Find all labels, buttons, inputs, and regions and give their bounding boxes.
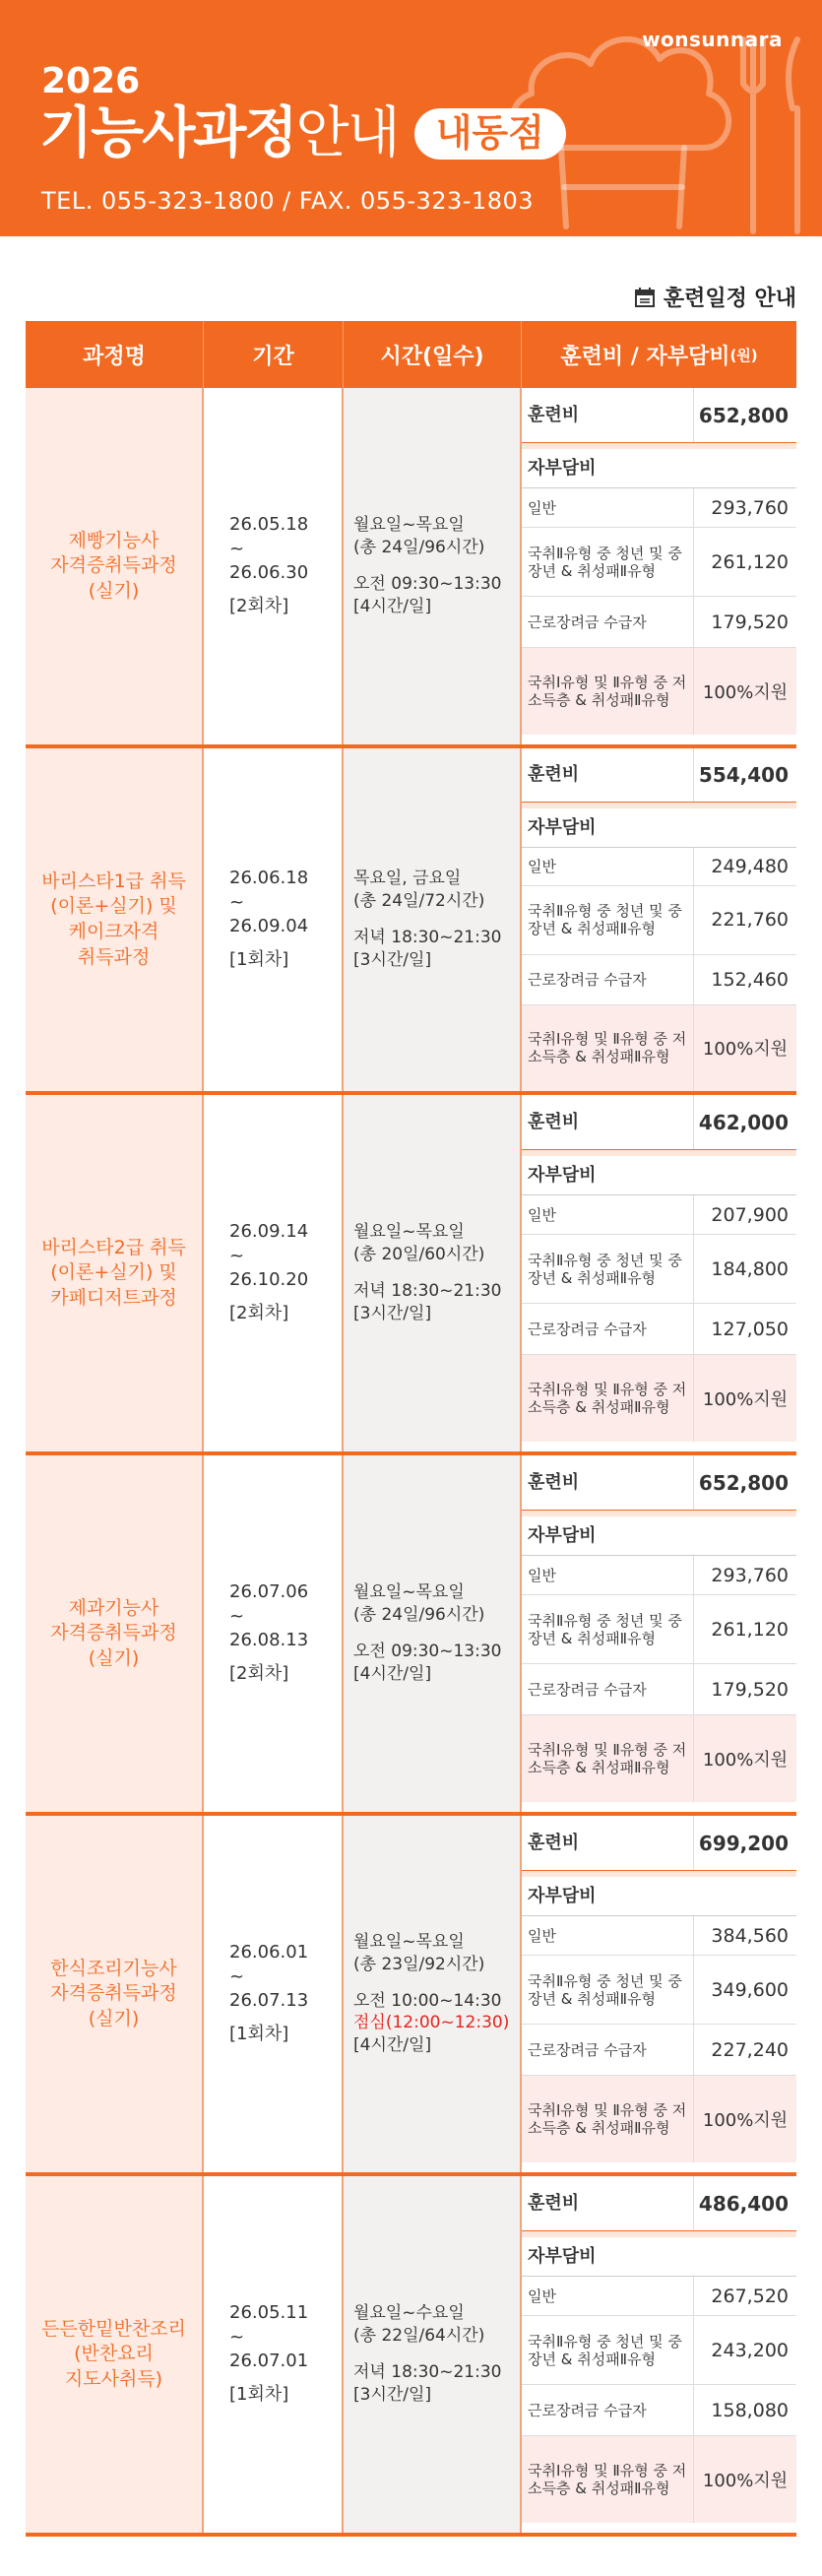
fee-value-general: 384,560	[711, 1924, 789, 1947]
header-banner	[0, 0, 822, 236]
fee-value-type2: 184,800	[711, 1257, 789, 1280]
course-time	[344, 1455, 522, 1812]
time-total: (총 24일/96시간)	[353, 538, 485, 558]
fee-value-general: 207,900	[711, 1203, 789, 1226]
fee-value-worker: 127,050	[711, 1318, 789, 1340]
fee-label-training: 훈련비	[522, 1455, 694, 1510]
fee-row-training	[522, 388, 796, 443]
fee-row-training	[522, 1455, 796, 1511]
fee-block	[522, 748, 796, 1091]
fee-row-worker	[522, 597, 796, 648]
fee-label-type2: 국취Ⅱ유형 중 청년 및 중장년 & 취성패Ⅱ유형	[522, 1235, 694, 1303]
course-period	[204, 1095, 344, 1451]
course-name: 제과기능사 자격증취득과정 (실기)	[26, 1455, 204, 1812]
branch-badge: 내동점	[414, 108, 566, 160]
fee-label-worker: 근로장려금 수급자	[522, 1664, 694, 1714]
fee-block	[522, 1095, 796, 1451]
time-total: (총 24일/72시간)	[353, 891, 485, 912]
fee-value-training: 652,800	[698, 403, 789, 427]
fee-label-type2: 국취Ⅱ유형 중 청년 및 중장년 & 취성패Ⅱ유형	[522, 1956, 694, 2024]
fee-value-training: 652,800	[698, 1470, 789, 1495]
period-end: 26.08.13	[229, 1630, 309, 1650]
fee-value-type2: 261,120	[711, 550, 789, 573]
period-start: 26.06.18	[229, 868, 309, 889]
fee-label-type1: 국취Ⅰ유형 및 Ⅱ유형 중 저소득층 & 취성패Ⅱ유형	[522, 1355, 694, 1442]
time-per-day: [4시간/일]	[353, 1663, 432, 1684]
fee-label-worker: 근로장려금 수급자	[522, 1304, 694, 1354]
course-name: 바리스타1급 취득 (이론+실기) 및 케이크자격 취득과정	[26, 748, 204, 1091]
fee-row-selfpay	[522, 449, 796, 488]
course-table	[26, 321, 796, 2537]
fee-row-general	[522, 488, 796, 528]
fee-value-type1: 100%지원	[702, 1039, 789, 1061]
course-time	[344, 388, 522, 744]
fee-row-general	[522, 848, 796, 887]
period-round: [2회차]	[229, 1303, 289, 1324]
header-fee	[522, 321, 796, 388]
fee-value-type1: 100%지원	[702, 2471, 789, 2491]
header-fee-unit: (원)	[729, 346, 758, 364]
fee-label-type2: 국취Ⅱ유형 중 청년 및 중장년 & 취성패Ⅱ유형	[522, 1595, 694, 1663]
brand-name: wonsunnara	[642, 28, 783, 51]
fee-row-general	[522, 2277, 796, 2316]
fee-label-worker: 근로장려금 수급자	[522, 2025, 694, 2075]
time-per-day: [3시간/일]	[353, 949, 432, 970]
fee-value-training: 462,000	[698, 1110, 789, 1134]
time-hours: 저녁 18:30~21:30	[353, 928, 502, 947]
course-time	[344, 2176, 522, 2533]
fee-label-type2: 국취Ⅱ유형 중 청년 및 중장년 & 취성패Ⅱ유형	[522, 528, 694, 596]
course-time	[344, 1816, 522, 2172]
period-start: 26.09.14	[229, 1221, 309, 1243]
fee-row-type2	[522, 1235, 796, 1304]
fee-row-worker	[522, 1304, 796, 1355]
time-days: 목요일, 금요일	[353, 869, 462, 889]
course-period	[204, 748, 344, 1091]
time-days: 월요일~목요일	[353, 515, 465, 536]
fee-label-training: 훈련비	[522, 388, 694, 442]
fee-label-general: 일반	[522, 1916, 694, 1955]
fee-row-selfpay	[522, 1156, 796, 1195]
fee-value-training: 486,400	[698, 2191, 789, 2216]
fee-label-training: 훈련비	[522, 2176, 694, 2230]
time-days: 월요일~수요일	[353, 2303, 465, 2324]
fee-value-general: 293,760	[711, 1564, 789, 1586]
course-time	[344, 748, 522, 1091]
fee-value-type1: 100%지원	[702, 1389, 789, 1410]
fee-row-type1	[522, 1355, 796, 1442]
fee-row-worker	[522, 1664, 796, 1715]
time-hours: 오전 10:00~14:30	[353, 1990, 502, 2011]
time-days: 월요일~목요일	[353, 1222, 465, 1243]
fee-row-type1	[522, 2076, 796, 2162]
time-lunch: 점심(12:00~12:30)	[353, 2013, 510, 2033]
fee-value-general: 293,760	[711, 496, 789, 519]
course-period	[204, 2176, 344, 2533]
fee-row-training	[522, 2176, 796, 2231]
course-name: 제빵기능사 자격증취득과정 (실기)	[26, 388, 204, 744]
fee-row-training	[522, 1816, 796, 1871]
table-row	[26, 748, 796, 1095]
fee-value-worker: 158,080	[711, 2399, 789, 2421]
fee-value-type2: 221,760	[711, 909, 789, 932]
period-tilde: ~	[229, 538, 245, 559]
fee-row-type2	[522, 886, 796, 954]
course-name: 한식조리기능사 자격증취득과정 (실기)	[26, 1816, 204, 2172]
time-hours: 저녁 18:30~21:30	[353, 1281, 502, 1301]
fee-label-type1: 국취Ⅰ유형 및 Ⅱ유형 중 저소득층 & 취성패Ⅱ유형	[522, 2076, 694, 2162]
table-row	[26, 388, 796, 748]
schedule-label	[634, 282, 796, 312]
fee-label-general: 일반	[522, 1556, 694, 1594]
fee-label-type2: 국취Ⅱ유형 중 청년 및 중장년 & 취성패Ⅱ유형	[522, 886, 694, 953]
time-total: (총 24일/96시간)	[353, 1605, 485, 1626]
fee-row-selfpay	[522, 808, 796, 848]
fee-value-general: 249,480	[711, 856, 789, 878]
period-start: 26.05.11	[229, 2302, 309, 2324]
time-days: 월요일~목요일	[353, 1582, 465, 1603]
fee-value-type2: 349,600	[711, 1978, 789, 2001]
header-period: 기간	[204, 321, 344, 388]
period-end: 26.07.13	[229, 1990, 309, 2011]
fee-row-worker	[522, 955, 796, 1005]
fee-block	[522, 1455, 796, 1812]
period-end: 26.06.30	[229, 562, 309, 583]
period-start: 26.07.06	[229, 1581, 309, 1603]
fee-label-type1: 국취Ⅰ유형 및 Ⅱ유형 중 저소득층 & 취성패Ⅱ유형	[522, 2436, 694, 2523]
fee-value-worker: 179,520	[711, 1678, 789, 1701]
fee-row-selfpay	[522, 2237, 796, 2277]
contact-info: TEL. 055-323-1800 / FAX. 055-323-1803	[41, 187, 535, 215]
fee-label-general: 일반	[522, 848, 694, 886]
fee-label-selfpay: 자부담비	[528, 816, 597, 838]
period-round: [1회차]	[229, 2384, 289, 2406]
fee-label-selfpay: 자부담비	[528, 457, 597, 479]
fee-row-type1	[522, 1715, 796, 1802]
time-total: (총 22일/64시간)	[353, 2326, 485, 2347]
fee-label-type2: 국취Ⅱ유형 중 청년 및 중장년 & 취성패Ⅱ유형	[522, 2316, 694, 2384]
fee-value-type2: 243,200	[711, 2339, 789, 2361]
course-time	[344, 1095, 522, 1451]
fee-label-general: 일반	[522, 1195, 694, 1234]
fee-row-selfpay	[522, 1516, 796, 1556]
course-name: 든든한밑반찬조리 (반찬요리 지도사취득)	[26, 2176, 204, 2533]
fee-label-worker: 근로장려금 수급자	[522, 955, 694, 1004]
time-hours: 오전 09:30~13:30	[353, 1642, 502, 1661]
period-round: [1회차]	[229, 949, 289, 971]
period-round: [2회차]	[229, 596, 289, 617]
time-per-day: [3시간/일]	[353, 1303, 432, 1323]
fee-row-training	[522, 1095, 796, 1150]
fee-value-type2: 261,120	[711, 1618, 789, 1641]
time-hours: 오전 09:30~13:30	[353, 574, 502, 594]
fee-label-type1: 국취Ⅰ유형 및 Ⅱ유형 중 저소득층 & 취성패Ⅱ유형	[522, 1715, 694, 1802]
fee-row-general	[522, 1195, 796, 1235]
fee-label-general: 일반	[522, 2277, 694, 2315]
table-row	[26, 1455, 796, 1816]
period-tilde: ~	[229, 2326, 245, 2348]
fee-value-training: 554,400	[698, 763, 789, 788]
fee-label-worker: 근로장려금 수급자	[522, 597, 694, 647]
period-tilde: ~	[229, 1965, 245, 1987]
fee-label-training: 훈련비	[522, 748, 694, 802]
fee-label-selfpay: 자부담비	[528, 1524, 597, 1546]
time-per-day: [4시간/일]	[353, 596, 432, 616]
time-total: (총 23일/92시간)	[353, 1954, 485, 1974]
fee-row-type1	[522, 648, 796, 735]
fee-block	[522, 1816, 796, 2172]
fee-label-training: 훈련비	[522, 1095, 694, 1149]
period-end: 26.09.04	[229, 916, 309, 936]
fee-row-worker	[522, 2025, 796, 2076]
fee-row-type1	[522, 2436, 796, 2523]
fee-label-selfpay: 자부담비	[528, 1164, 597, 1186]
course-period	[204, 1816, 344, 2172]
fee-value-worker: 152,460	[711, 968, 789, 991]
time-total: (총 20일/60시간)	[353, 1245, 485, 1265]
course-name: 바리스타2급 취득 (이론+실기) 및 카페디저트과정	[26, 1095, 204, 1451]
fee-row-type2	[522, 2316, 796, 2385]
period-end: 26.10.20	[229, 1269, 309, 1290]
fee-row-type1	[522, 1005, 796, 1091]
table-row	[26, 2176, 796, 2537]
fee-value-type1: 100%지원	[702, 2110, 789, 2131]
period-tilde: ~	[229, 1605, 245, 1627]
table-body	[26, 388, 796, 2537]
time-hours: 저녁 18:30~21:30	[353, 2362, 502, 2382]
fee-row-worker	[522, 2385, 796, 2436]
fee-value-type1: 100%지원	[702, 1750, 789, 1771]
title-light: 안내	[295, 101, 399, 165]
period-end: 26.07.01	[229, 2351, 309, 2371]
period-start: 26.05.18	[229, 514, 309, 536]
fee-row-training	[522, 748, 796, 803]
fee-value-type1: 100%지원	[702, 682, 789, 703]
fee-label-type1: 국취Ⅰ유형 및 Ⅱ유형 중 저소득층 & 취성패Ⅱ유형	[522, 648, 694, 735]
fee-row-selfpay	[522, 1877, 796, 1916]
fee-value-worker: 227,240	[711, 2038, 789, 2061]
period-tilde: ~	[229, 891, 245, 913]
period-tilde: ~	[229, 1245, 245, 1266]
fee-value-worker: 179,520	[711, 611, 789, 633]
year: 2026	[41, 61, 141, 101]
fee-row-general	[522, 1916, 796, 1956]
schedule-label-text: 훈련일정 안내	[663, 287, 796, 311]
period-start: 26.06.01	[229, 1942, 309, 1964]
fee-block	[522, 2176, 796, 2533]
period-round: [2회차]	[229, 1663, 289, 1685]
header-course: 과정명	[26, 321, 204, 388]
table-row	[26, 1095, 796, 1455]
fee-value-general: 267,520	[711, 2285, 789, 2307]
fee-row-type2	[522, 528, 796, 597]
calendar-icon	[634, 287, 656, 308]
fee-label-worker: 근로장려금 수급자	[522, 2385, 694, 2435]
title-bold: 기능사과정	[39, 101, 296, 165]
fee-label-general: 일반	[522, 488, 694, 527]
fee-row-general	[522, 1556, 796, 1595]
fee-label-selfpay: 자부담비	[528, 2245, 597, 2267]
fee-label-training: 훈련비	[522, 1816, 694, 1870]
time-per-day: [4시간/일]	[353, 2035, 432, 2056]
course-period	[204, 1455, 344, 1812]
time-days: 월요일~목요일	[353, 1931, 465, 1952]
page-title	[39, 101, 566, 165]
table-header	[26, 321, 796, 388]
course-period	[204, 388, 344, 744]
fee-label-selfpay: 자부담비	[528, 1885, 597, 1906]
fee-row-type2	[522, 1956, 796, 2025]
period-round: [1회차]	[229, 2024, 289, 2045]
fee-label-type1: 국취Ⅰ유형 및 Ⅱ유형 중 저소득층 & 취성패Ⅱ유형	[522, 1005, 694, 1091]
table-row	[26, 1816, 796, 2176]
header-fee-main: 훈련비 / 자부담비	[560, 344, 730, 369]
fee-row-type2	[522, 1595, 796, 1664]
fee-block	[522, 388, 796, 744]
time-per-day: [3시간/일]	[353, 2384, 432, 2405]
header-time: 시간(일수)	[344, 321, 522, 388]
fee-value-training: 699,200	[698, 1831, 789, 1855]
